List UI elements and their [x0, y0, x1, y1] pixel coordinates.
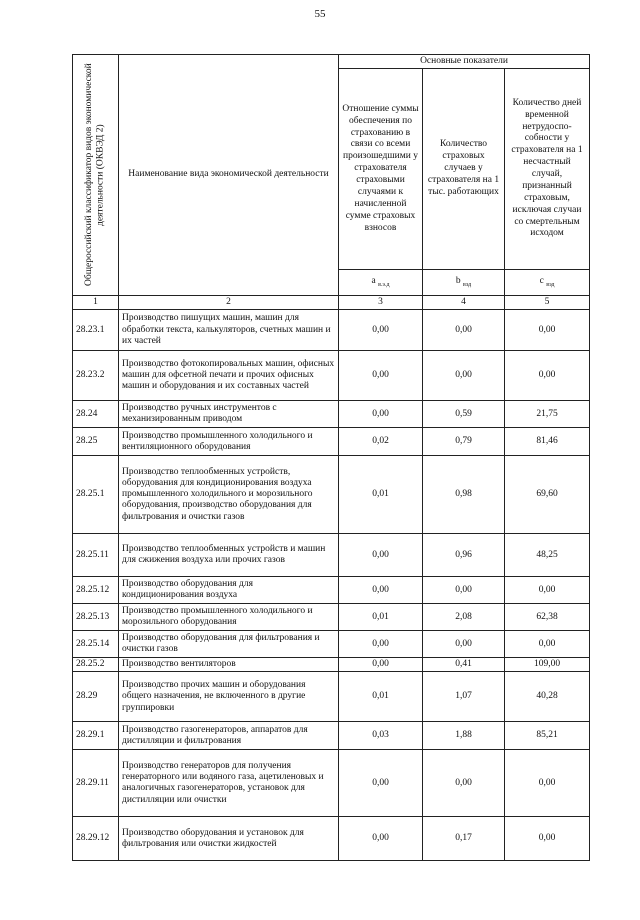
value-b: 2,08: [423, 604, 505, 631]
okved-code: 28.25.14: [73, 631, 119, 658]
col-number-1: 1: [73, 296, 119, 310]
value-b: 0,59: [423, 401, 505, 428]
activity-name: Производство теплообменных устройств и машин для сжижения воздуха или прочих газов: [119, 534, 339, 577]
col-b-symbol: b $_{вэд}$: [423, 269, 505, 295]
activity-name: Производство пишущих машин, машин для обработки текста, калькуляторов, счетных машин и их частей: [119, 310, 339, 351]
value-a: 0,00: [339, 750, 423, 817]
table-row: [73, 722, 590, 750]
value-c: 0,00: [505, 750, 590, 817]
activity-name: Производство оборудования для фильтрования и очистки газов: [119, 631, 339, 658]
col-number-5: 5: [505, 296, 590, 310]
value-b: 0,00: [423, 750, 505, 817]
value-c: 109,00: [505, 658, 590, 672]
table-row: [73, 631, 590, 658]
col-c-symbol: c $_{вэд}$: [505, 269, 590, 295]
okved-code: 28.25.11: [73, 534, 119, 577]
value-b: 0,98: [423, 456, 505, 534]
table-row: [73, 658, 590, 672]
value-c: 62,38: [505, 604, 590, 631]
table-row: [73, 577, 590, 604]
okved-code: 28.29.12: [73, 817, 119, 861]
okved-code: 28.25: [73, 428, 119, 456]
indicators-table: [72, 54, 590, 861]
value-a: 0,00: [339, 310, 423, 351]
value-c: 0,00: [505, 577, 590, 604]
value-b: 0,41: [423, 658, 505, 672]
table-row: [73, 456, 590, 534]
value-b: 0,00: [423, 310, 505, 351]
activity-name: Производство оборудования для кондиционирования воздуха: [119, 577, 339, 604]
okved-column-header: [73, 55, 119, 296]
value-c: 0,00: [505, 631, 590, 658]
table-row: [73, 672, 590, 722]
value-a: 0,00: [339, 577, 423, 604]
value-c: 21,75: [505, 401, 590, 428]
activity-name: Производство ручных инструментов с механизированным приводом: [119, 401, 339, 428]
activity-name: Производство промышленного холодильного и морозильного оборудования: [119, 604, 339, 631]
okved-code: 28.23.1: [73, 310, 119, 351]
main-indicators-header: Основные показатели: [339, 55, 590, 69]
value-a: 0,00: [339, 631, 423, 658]
value-a: 0,00: [339, 817, 423, 861]
okved-code: 28.24: [73, 401, 119, 428]
okved-code: 28.25.1: [73, 456, 119, 534]
value-b: 0,96: [423, 534, 505, 577]
okved-code: 28.25.13: [73, 604, 119, 631]
table-row: [73, 401, 590, 428]
value-c: 0,00: [505, 310, 590, 351]
activity-name: Производство промышленного холодильного и вентиляционного оборудования: [119, 428, 339, 456]
table-row: [73, 604, 590, 631]
col-b-header: Количество страховых случаев у страхователя на 1 тыс. работающих: [423, 69, 505, 270]
value-c: 69,60: [505, 456, 590, 534]
value-a: 0,00: [339, 401, 423, 428]
value-a: 0,03: [339, 722, 423, 750]
okved-code: 28.29: [73, 672, 119, 722]
activity-name: Производство генераторов для получения генераторного или водяного газа, ацетиленовых и аналогичных газогенераторов, установок для дистилляции или очистки: [119, 750, 339, 817]
value-c: 0,00: [505, 817, 590, 861]
activity-name: Производство фотокопировальных машин, офисных машин для офсетной печати и прочих офисных машин и оборудования и их составных частей: [119, 351, 339, 401]
value-c: 48,25: [505, 534, 590, 577]
value-b: 0,00: [423, 577, 505, 604]
value-c: 81,46: [505, 428, 590, 456]
activity-name: Производство прочих машин и оборудования общего назначения, не включенного в другие группировки: [119, 672, 339, 722]
value-a: 0,01: [339, 604, 423, 631]
table-row: [73, 428, 590, 456]
activity-name: Производство теплообменных устройств, оборудования для кондиционирования воздуха промышленного холодильного и морозильного оборудования, производство оборудования для фильтрования и очистки газов: [119, 456, 339, 534]
page-number: 55: [314, 8, 326, 20]
value-a: 0,00: [339, 658, 423, 672]
value-b: 1,07: [423, 672, 505, 722]
value-a: 0,02: [339, 428, 423, 456]
table-row: [73, 534, 590, 577]
value-a: 0,00: [339, 351, 423, 401]
activity-name: Производство газогенераторов, аппаратов для дистилляции и фильтрования: [119, 722, 339, 750]
okved-code: 28.25.12: [73, 577, 119, 604]
value-a: 0,01: [339, 456, 423, 534]
value-b: 0,00: [423, 631, 505, 658]
activity-name: Производство оборудования и установок для фильтрования или очистки жидкостей: [119, 817, 339, 861]
value-c: 40,28: [505, 672, 590, 722]
okved-header-text: Общероссийский классификатор видов экономической деятельности (ОКВЭД 2): [84, 63, 106, 287]
value-a: 0,00: [339, 534, 423, 577]
value-b: 0,00: [423, 351, 505, 401]
col-a-symbol: a $_{в.э.д}$: [339, 269, 423, 295]
activity-name: Производство вентиляторов: [119, 658, 339, 672]
okved-code: 28.23.2: [73, 351, 119, 401]
value-c: 85,21: [505, 722, 590, 750]
table-row: [73, 817, 590, 861]
okved-code: 28.25.2: [73, 658, 119, 672]
col-number-2: 2: [119, 296, 339, 310]
name-column-header: Наименование вида экономической деятельности: [119, 55, 339, 296]
value-c: 0,00: [505, 351, 590, 401]
table-row: [73, 750, 590, 817]
okved-code: 28.29.1: [73, 722, 119, 750]
table-row: [73, 310, 590, 351]
okved-code: 28.29.11: [73, 750, 119, 817]
col-a-header: Отношение суммы обеспечения по страхованию в связи со всеми произошедшими у страхователя страховыми случаями к начисленной сумме страховых взносов: [339, 69, 423, 270]
col-number-4: 4: [423, 296, 505, 310]
col-c-header: Количество дней временной нетрудоспо-собности у страхователя на 1 несчастный случай, признанный страховым, исключая случаи со смертельным исходом: [505, 69, 590, 270]
col-number-3: 3: [339, 296, 423, 310]
value-a: 0,01: [339, 672, 423, 722]
value-b: 1,88: [423, 722, 505, 750]
value-b: 0,17: [423, 817, 505, 861]
table-row: [73, 351, 590, 401]
value-b: 0,79: [423, 428, 505, 456]
